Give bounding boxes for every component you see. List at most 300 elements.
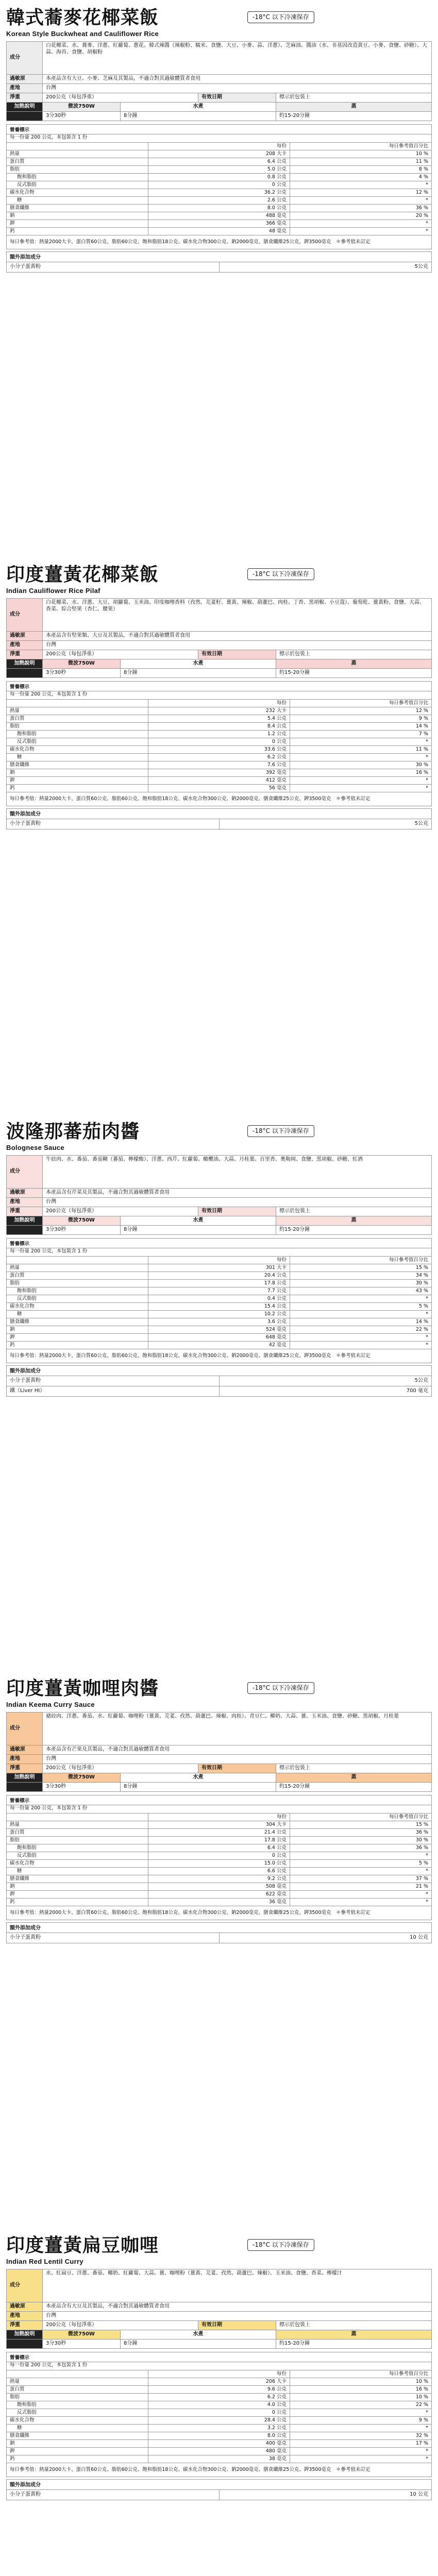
origin-row (7, 1755, 432, 1764)
nutrient-name: 碳水化合物 (7, 1302, 148, 1310)
nutrient-value: 4.0 公克 (148, 2401, 290, 2409)
nutrition-header-row (7, 1795, 432, 1805)
nutrient-daily: * (290, 1295, 432, 1302)
nutrition-col-blank (7, 1256, 148, 1264)
extra-ingredients-label: 額外添加成分 (7, 808, 432, 819)
nutrient-row (7, 1287, 432, 1295)
nutrient-value: 366 毫克 (148, 219, 290, 227)
heating-label-blank (7, 2340, 43, 2349)
boil-method: 水煮 (121, 2330, 276, 2340)
nutrient-value: 301 大卡 (148, 1264, 290, 1272)
origin-label: 產地 (7, 1755, 43, 1764)
nutrient-value: 15.4 公克 (148, 1302, 290, 1310)
nutrient-row (7, 1859, 432, 1867)
nutrient-daily: 30 % (290, 1279, 432, 1287)
allergen-row (7, 1745, 432, 1755)
nutrient-row (7, 1318, 432, 1326)
storage-badge: -18°C 以下冷凍保存 (247, 568, 314, 580)
nutrition-columns-row (7, 699, 432, 707)
nutrient-daily: 16 % (290, 769, 432, 776)
allergen-value: 本產品含有堅果類、大豆及其製品，不適合對其過敏體質者食用 (43, 632, 432, 641)
ingredients-row (7, 1713, 432, 1745)
boil-time: 8分鐘 (121, 112, 276, 121)
nutrition-note-row (7, 1805, 432, 1813)
heating-label-blank (7, 669, 43, 678)
nutrient-row (7, 212, 432, 219)
nutrition-col-blank (7, 699, 148, 707)
nutrient-name: 鉀 (7, 1333, 148, 1341)
nutrient-row (7, 196, 432, 204)
product-section (6, 557, 432, 1114)
nutrition-header-row (7, 682, 432, 691)
origin-value: 台灣 (43, 2312, 432, 2321)
allergen-row (7, 632, 432, 641)
nutrition-columns-row (7, 142, 432, 150)
allergen-label: 過敏原 (7, 1745, 43, 1755)
expiry-value: 標示於包裝上 (276, 2321, 432, 2330)
microwave-time: 3分30秒 (43, 2340, 121, 2349)
nutrient-name: 膳食纖維 (7, 1318, 148, 1326)
nutrient-name: 鈉 (7, 212, 148, 219)
nutrient-row (7, 1890, 432, 1898)
nutrient-value: 6.2 公克 (148, 2393, 290, 2401)
allergen-value: 本產品含有大豆及其製品，不適合對其過敏體質者食用 (43, 2302, 432, 2312)
nutrient-daily: 17 % (290, 2439, 432, 2447)
nutrient-name: 碳水化合物 (7, 1859, 148, 1867)
nutrient-row (7, 165, 432, 173)
nutrient-value: 17.8 公克 (148, 1279, 290, 1287)
nutrient-value: 488 毫克 (148, 212, 290, 219)
nutrient-name: 糖 (7, 2424, 148, 2432)
product-title: 印度薑黃花椰菜飯 (6, 564, 159, 585)
nutrient-name: 碳水化合物 (7, 189, 148, 196)
nutrition-serving-note: 每一份量 200 公克，本包裝含 1 份 (7, 1248, 432, 1256)
boil-time: 8分鐘 (121, 669, 276, 678)
allergen-value: 本產品含有芹菜及其製品，不適合對其過敏體質者食用 (43, 1189, 432, 1198)
nutrient-name: 鈣 (7, 1898, 148, 1906)
weight-expiry-row (7, 2321, 432, 2330)
nutrient-row (7, 2439, 432, 2447)
nutrient-name: 反式脂肪 (7, 1852, 148, 1859)
col-per-serving: 每份 (148, 2370, 290, 2378)
product-section (6, 0, 432, 557)
ingredients-value: 水、紅扁豆、洋蔥、番茄、椰奶、紅蘿蔔、大蒜、薑、咖哩粉（薑黃、芫荽、孜然、葫蘆巴、辣椒）、玉米油、食鹽、香菜、檸檬汁 (43, 2269, 432, 2302)
nutrient-row (7, 150, 432, 158)
nutrition-header: 營養標示 (7, 125, 432, 134)
extra-name: 小分子蛋黃粉 (7, 262, 220, 272)
nutrient-name: 脂肪 (7, 1836, 148, 1844)
nutrient-name: 飽和脂肪 (7, 1287, 148, 1295)
product-header (6, 564, 432, 598)
nutrient-value: 10.2 公克 (148, 1310, 290, 1318)
microwave-time: 3分30秒 (43, 1226, 121, 1235)
nutrient-daily: * (290, 196, 432, 204)
nutrient-row (7, 1836, 432, 1844)
extra-name: 小分子蛋黃粉 (7, 2489, 220, 2500)
extra-ingredients-label: 額外添加成分 (7, 2479, 432, 2489)
nutrient-name: 鈉 (7, 1326, 148, 1333)
nutrient-value: 0 公克 (148, 2409, 290, 2416)
nutrient-name: 反式脂肪 (7, 738, 148, 745)
expiry-value: 標示於包裝上 (276, 93, 432, 103)
nutrient-name: 脂肪 (7, 165, 148, 173)
heating-methods-row (7, 103, 432, 112)
microwave-method: 微波750W (43, 1773, 121, 1783)
allergen-label: 過敏原 (7, 75, 43, 84)
extra-header-row (7, 251, 432, 262)
allergen-label: 過敏原 (7, 1189, 43, 1198)
nutrient-daily: 14 % (290, 1318, 432, 1326)
heating-times-row (7, 1226, 432, 1235)
nutrient-daily: 30 % (290, 761, 432, 769)
product-subtitle: Indian Red Lentil Curry (6, 2258, 83, 2265)
extra-value: 5公克 (219, 1376, 432, 1386)
expiry-label: 有效日期 (198, 2321, 276, 2330)
heating-methods-row (7, 659, 432, 669)
origin-row (7, 84, 432, 93)
extra-row (7, 1376, 432, 1386)
net-weight-label: 淨重 (7, 2321, 43, 2330)
nutrition-notes: 每日參考值：熱量2000大卡、蛋白質60公克、脂肪60公克、飽和脂肪18公克、碳水化合物300公克、鈉2000毫克、膳食纖維25公克、鉀3500毫克 ＊參考值未訂定 (7, 1906, 432, 1920)
nutrient-daily: 15 % (290, 1821, 432, 1828)
nutrient-name: 糖 (7, 1867, 148, 1875)
product-subtitle: Indian Cauliflower Rice Pilaf (6, 587, 100, 595)
nutrient-name: 脂肪 (7, 2393, 148, 2401)
nutrient-value: 0 公克 (148, 738, 290, 745)
nutrient-value: 56 毫克 (148, 784, 290, 792)
nutrition-notes-row (7, 235, 432, 249)
origin-value: 台灣 (43, 1755, 432, 1764)
nutrition-serving-note: 每一份量 200 公克，本包裝含 1 份 (7, 134, 432, 142)
boil-time: 8分鐘 (121, 1226, 276, 1235)
steam-method: 蒸 (276, 2330, 432, 2340)
nutrient-row (7, 2424, 432, 2432)
nutrient-name: 鉀 (7, 1890, 148, 1898)
nutrition-note-row (7, 1248, 432, 1256)
nutrition-header-row (7, 2352, 432, 2362)
nutrient-value: 2.6 公克 (148, 196, 290, 204)
nutrient-row (7, 753, 432, 761)
nutrient-name: 熱量 (7, 2378, 148, 2385)
product-info-table (6, 1712, 432, 1792)
nutrient-name: 熱量 (7, 1821, 148, 1828)
storage-badge: -18°C 以下冷凍保存 (247, 11, 314, 23)
extra-row (7, 1933, 432, 1943)
nutrient-row (7, 2401, 432, 2409)
net-weight-value: 200公克（每包淨重） (43, 93, 198, 103)
nutrition-col-blank (7, 2370, 148, 2378)
weight-expiry-row (7, 1764, 432, 1773)
nutrient-name: 膳食纖維 (7, 761, 148, 769)
product-section (6, 1114, 432, 1671)
storage-badge: -18°C 以下冷凍保存 (247, 1125, 314, 1137)
heating-label: 加熱說明 (7, 659, 43, 669)
nutrition-note-row (7, 691, 432, 699)
nutrient-value: 0 公克 (148, 1852, 290, 1859)
nutrient-name: 熱量 (7, 1264, 148, 1272)
nutrient-row (7, 738, 432, 745)
boil-method: 水煮 (121, 659, 276, 669)
product-info-table (6, 2269, 432, 2349)
col-per-serving: 每份 (148, 699, 290, 707)
heating-label: 加熱說明 (7, 2330, 43, 2340)
ingredients-value: 白花椰菜、水、洋蔥、大豆、胡蘿蔔、玉米油、印度咖哩香料（孜然、芫荽籽、薑黃、辣椒、葫蘆巴、肉桂、丁香、黑胡椒、小豆蔻）、葡萄乾、薑黃粉、食鹽、大蒜、香菜、綜合堅果（杏仁、腰果） (43, 599, 432, 632)
heating-times-row (7, 669, 432, 678)
net-weight-value: 200公克（每包淨重） (43, 1207, 198, 1216)
extra-header-row (7, 808, 432, 819)
steam-time: 約15-20分鐘 (276, 2340, 432, 2349)
ingredients-label: 成分 (7, 1156, 43, 1189)
nutrient-daily: 16 % (290, 2385, 432, 2393)
ingredients-row (7, 2269, 432, 2302)
product-header (6, 1121, 432, 1155)
nutrient-value: 208 大卡 (148, 150, 290, 158)
boil-method: 水煮 (121, 103, 276, 112)
nutrient-name: 反式脂肪 (7, 181, 148, 189)
nutrient-row (7, 722, 432, 730)
nutrient-row (7, 761, 432, 769)
ingredients-row (7, 42, 432, 75)
nutrient-row (7, 181, 432, 189)
allergen-value: 本產品含有大豆、小麥、芝麻及其製品，不適合對其過敏體質者食用 (43, 75, 432, 84)
origin-label: 產地 (7, 641, 43, 650)
nutrient-daily: 36 % (290, 1844, 432, 1852)
net-weight-value: 200公克（每包淨重） (43, 2321, 198, 2330)
nutrient-daily: * (290, 2409, 432, 2416)
product-title: 波隆那蕃茄肉醬 (6, 1121, 140, 1142)
nutrient-value: 8.0 公克 (148, 204, 290, 212)
nutrient-value: 17.8 公克 (148, 1836, 290, 1844)
nutrition-table (6, 2352, 432, 2477)
nutrition-serving-note: 每一份量 200 公克，本包裝含 1 份 (7, 2362, 432, 2370)
nutrient-daily: 36 % (290, 204, 432, 212)
nutrient-daily: * (290, 1310, 432, 1318)
heating-methods-row (7, 2330, 432, 2340)
expiry-value: 標示於包裝上 (276, 1764, 432, 1773)
extra-value: 5公克 (219, 262, 432, 272)
nutrition-notes: 每日參考值：熱量2000大卡、蛋白質60公克、脂肪60公克、飽和脂肪18公克、碳水化合物300公克、鈉2000毫克、膳食纖維25公克、鉀3500毫克 ＊參考值未訂定 (7, 2463, 432, 2477)
nutrient-value: 33.6 公克 (148, 745, 290, 753)
ingredients-value: 白花椰菜、水、蕎麥、洋蔥、紅蘿蔔、蔥花、韓式辣醬（辣椒粉、糯米、食鹽、大豆、小麥、蒜、洋蔥）、芝麻油、醬油（水、非基因改造黃豆、小麥、食鹽、砂糖）、大蒜、海苔、食鹽、胡椒粉 (43, 42, 432, 75)
extra-value: 10 公克 (219, 2489, 432, 2500)
steam-method: 蒸 (276, 659, 432, 669)
ingredients-row (7, 1156, 432, 1189)
nutrient-value: 6.4 公克 (148, 158, 290, 165)
extra-header-row (7, 2479, 432, 2489)
nutrient-daily: 7 % (290, 730, 432, 738)
heating-label-blank (7, 1226, 43, 1235)
nutrient-value: 9.6 公克 (148, 2385, 290, 2393)
nutrient-name: 飽和脂肪 (7, 2401, 148, 2409)
nutrition-col-blank (7, 142, 148, 150)
heating-label-blank (7, 112, 43, 121)
extra-ingredients-table (6, 1365, 432, 1397)
nutrient-value: 20.4 公克 (148, 1272, 290, 1279)
nutrient-row (7, 158, 432, 165)
nutrient-daily: 12 % (290, 189, 432, 196)
microwave-method: 微波750W (43, 103, 121, 112)
nutrient-name: 糖 (7, 1310, 148, 1318)
nutrient-daily: 34 % (290, 1272, 432, 1279)
extra-ingredients-table (6, 1922, 432, 1943)
nutrient-name: 鈉 (7, 769, 148, 776)
steam-time: 約15-20分鐘 (276, 669, 432, 678)
net-weight-value: 200公克（每包淨重） (43, 1764, 198, 1773)
microwave-time: 3分30秒 (43, 669, 121, 678)
net-weight-label: 淨重 (7, 93, 43, 103)
extra-ingredients-label: 額外添加成分 (7, 251, 432, 262)
col-per-serving: 每份 (148, 142, 290, 150)
nutrient-name: 鉀 (7, 2447, 148, 2455)
nutrient-daily: 11 % (290, 745, 432, 753)
nutrient-row (7, 227, 432, 235)
nutrient-name: 鈣 (7, 784, 148, 792)
nutrient-value: 7.6 公克 (148, 761, 290, 769)
heating-label: 加熱說明 (7, 1216, 43, 1226)
nutrient-name: 膳食纖維 (7, 1875, 148, 1883)
nutrient-name: 反式脂肪 (7, 2409, 148, 2416)
weight-expiry-row (7, 650, 432, 659)
storage-badge: -18°C 以下冷凍保存 (247, 2239, 314, 2251)
product-subtitle: Korean Style Buckwheat and Cauliflower Rice (6, 30, 159, 38)
nutrition-table (6, 124, 432, 249)
nutrient-row (7, 784, 432, 792)
nutrient-name: 碳水化合物 (7, 2416, 148, 2424)
nutrient-daily: 9 % (290, 715, 432, 722)
heating-label: 加熱說明 (7, 1773, 43, 1783)
extra-value: 700 毫克 (219, 1386, 432, 1396)
nutrient-name: 蛋白質 (7, 1828, 148, 1836)
nutrient-name: 反式脂肪 (7, 1295, 148, 1302)
expiry-value: 標示於包裝上 (276, 650, 432, 659)
origin-row (7, 1198, 432, 1207)
microwave-method: 微波750W (43, 1216, 121, 1226)
product-header (6, 7, 432, 41)
nutrient-row (7, 1302, 432, 1310)
nutrient-name: 鉀 (7, 776, 148, 784)
nutrient-row (7, 1844, 432, 1852)
nutrient-daily: * (290, 1852, 432, 1859)
nutrient-value: 304 大卡 (148, 1821, 290, 1828)
extra-row (7, 2489, 432, 2500)
extra-value: 10 公克 (219, 1933, 432, 1943)
product-info-table (6, 598, 432, 678)
nutrient-value: 508 毫克 (148, 1883, 290, 1890)
nutrient-row (7, 1883, 432, 1890)
microwave-method: 微波750W (43, 2330, 121, 2340)
nutrient-value: 9.2 公克 (148, 1875, 290, 1883)
nutrient-daily: 36 % (290, 1828, 432, 1836)
nutrient-value: 8.4 公克 (148, 722, 290, 730)
nutrition-header: 營養標示 (7, 682, 432, 691)
nutrient-daily: 22 % (290, 1326, 432, 1333)
nutrient-value: 1.2 公克 (148, 730, 290, 738)
nutrient-daily: * (290, 219, 432, 227)
nutrient-value: 480 毫克 (148, 2447, 290, 2455)
nutrient-row (7, 1333, 432, 1341)
extra-ingredients-table (6, 808, 432, 829)
nutrition-col-blank (7, 1813, 148, 1821)
product-info-table (6, 41, 432, 121)
nutrient-value: 6.4 公克 (148, 1844, 290, 1852)
nutrient-name: 蛋白質 (7, 715, 148, 722)
nutrient-daily: 21 % (290, 1883, 432, 1890)
nutrient-row (7, 1295, 432, 1302)
nutrient-row (7, 1821, 432, 1828)
col-daily-value: 每日參考值百分比 (290, 2370, 432, 2378)
nutrient-row (7, 2393, 432, 2401)
nutrient-value: 36 毫克 (148, 1898, 290, 1906)
nutrient-row (7, 1867, 432, 1875)
nutrient-value: 392 毫克 (148, 769, 290, 776)
nutrient-row (7, 2432, 432, 2439)
col-daily-value: 每日參考值百分比 (290, 142, 432, 150)
nutrient-value: 232 大卡 (148, 707, 290, 715)
heating-methods-row (7, 1216, 432, 1226)
nutrient-daily: 43 % (290, 1287, 432, 1295)
extra-value: 5公克 (219, 819, 432, 829)
ingredients-row (7, 599, 432, 632)
product-info-table (6, 1155, 432, 1235)
microwave-time: 3分30秒 (43, 1783, 121, 1792)
microwave-method: 微波750W (43, 659, 121, 669)
nutrient-value: 3.2 公克 (148, 2424, 290, 2432)
heating-label-blank (7, 1783, 43, 1792)
nutrient-value: 21.4 公克 (148, 1828, 290, 1836)
storage-badge: -18°C 以下冷凍保存 (247, 1682, 314, 1694)
nutrient-row (7, 1326, 432, 1333)
nutrition-notes-row (7, 792, 432, 806)
nutrient-name: 飽和脂肪 (7, 173, 148, 181)
nutrient-name: 飽和脂肪 (7, 730, 148, 738)
nutrient-row (7, 1279, 432, 1287)
nutrient-value: 0.4 公克 (148, 1295, 290, 1302)
nutrient-daily: 11 % (290, 158, 432, 165)
expiry-label: 有效日期 (198, 93, 276, 103)
origin-value: 台灣 (43, 84, 432, 93)
nutrient-row (7, 1341, 432, 1349)
nutrient-daily: 5 % (290, 1859, 432, 1867)
steam-method: 蒸 (276, 1773, 432, 1783)
product-section (6, 1671, 432, 2228)
nutrient-row (7, 2378, 432, 2385)
product-subtitle: Indian Keema Curry Sauce (6, 1701, 95, 1708)
net-weight-label: 淨重 (7, 1764, 43, 1773)
nutrient-name: 脂肪 (7, 722, 148, 730)
ingredients-label: 成分 (7, 599, 43, 632)
origin-label: 產地 (7, 84, 43, 93)
nutrient-value: 36.2 公克 (148, 189, 290, 196)
product-title: 印度薑黃扁豆咖哩 (6, 2235, 159, 2256)
nutrient-value: 38 毫克 (148, 2455, 290, 2463)
nutrient-daily: * (290, 1898, 432, 1906)
nutrient-name: 糖 (7, 753, 148, 761)
nutrient-row (7, 189, 432, 196)
nutrient-daily: * (290, 753, 432, 761)
nutrition-serving-note: 每一份量 200 公克，本包裝含 1 份 (7, 691, 432, 699)
nutrient-name: 飽和脂肪 (7, 1844, 148, 1852)
origin-label: 產地 (7, 1198, 43, 1207)
nutrition-columns-row (7, 2370, 432, 2378)
nutrient-daily: * (290, 181, 432, 189)
nutrition-notes: 每日參考值：熱量2000大卡、蛋白質60公克、脂肪60公克、飽和脂肪18公克、碳水化合物300公克、鈉2000毫克、膳食纖維25公克、鉀3500毫克 ＊參考值未訂定 (7, 1349, 432, 1363)
expiry-label: 有效日期 (198, 650, 276, 659)
nutrient-daily: * (290, 1341, 432, 1349)
nutrient-daily: * (290, 1867, 432, 1875)
nutrient-daily: * (290, 1333, 432, 1341)
extra-name: 小分子蛋黃粉 (7, 1933, 220, 1943)
nutrient-row (7, 1852, 432, 1859)
